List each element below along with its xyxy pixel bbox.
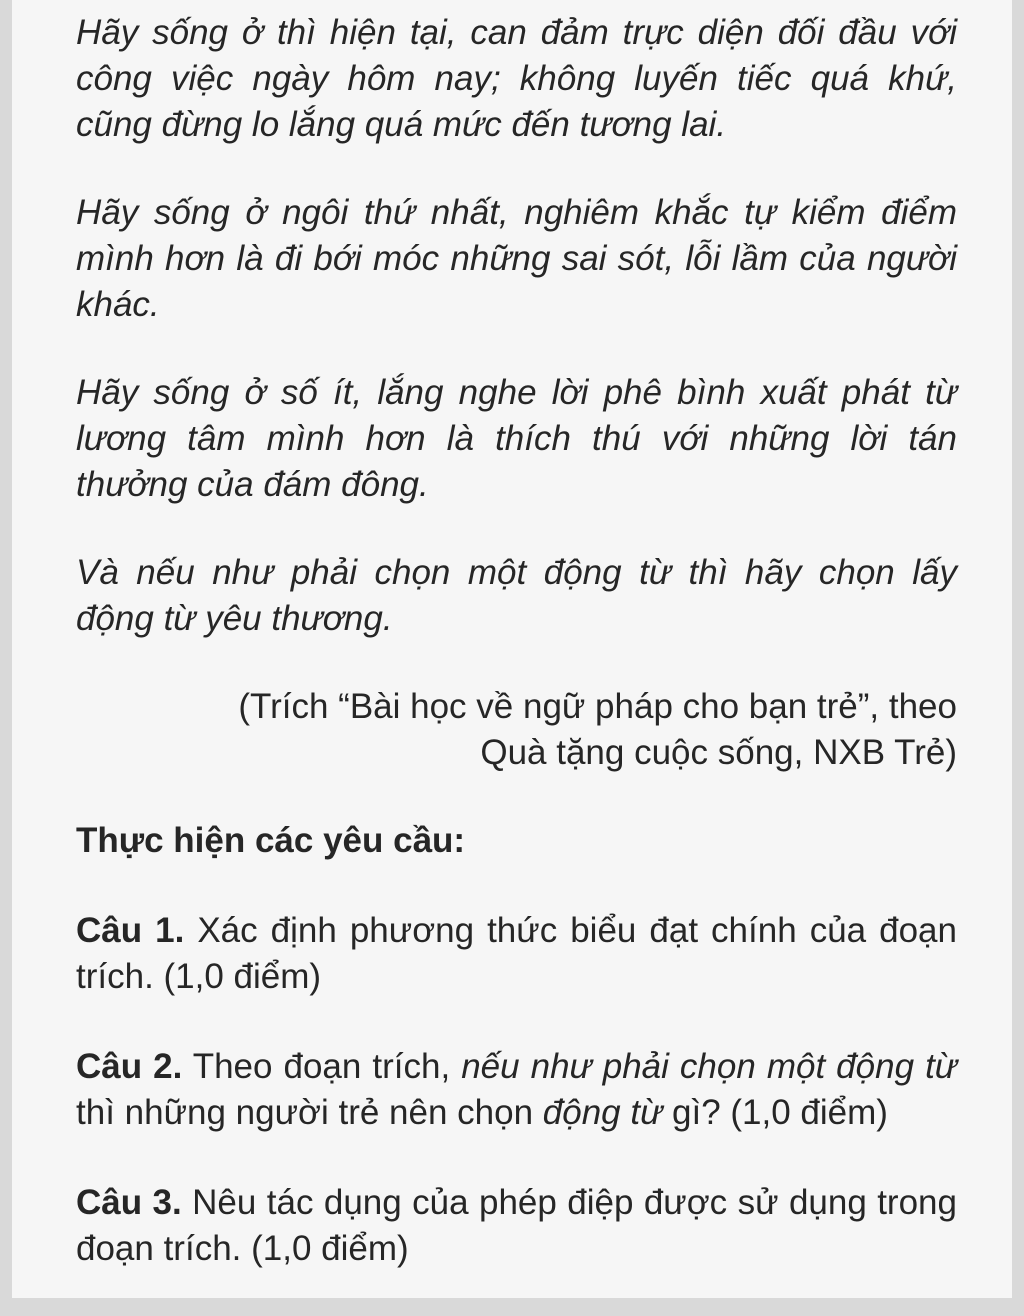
question-2-text-before: Theo đoạn trích, (182, 1047, 462, 1086)
question-1 (76, 908, 957, 1000)
question-2-italic-phrase: nếu như phải chọn một động từ (461, 1047, 957, 1086)
passage-paragraph-2: Hãy sống ở ngôi thứ nhất, nghiêm khắc tự kiểm điểm mình hơn là đi bới móc những sai sót, lỗi lầm của người khác. (76, 193, 957, 324)
passage-paragraph-1: Hãy sống ở thì hiện tại, can đảm trực diện đối đầu với công việc ngày hôm nay; không luyến tiếc quá khứ, cũng đừng lo lắng quá mức đến tương lai. (76, 13, 957, 144)
passage-paragraph-3: Hãy sống ở số ít, lắng nghe lời phê bình xuất phát từ lương tâm mình hơn là thích thú với những lời tán thưởng của đám đông. (76, 373, 957, 504)
question-2-text-after: gì? (1,0 điểm) (662, 1093, 888, 1132)
question-2 (76, 1044, 957, 1136)
document-page (12, 0, 1012, 1298)
question-2-label: Câu 2. (76, 1047, 183, 1086)
document-content (76, 10, 957, 1316)
question-3-text: Nêu tác dụng của phép điệp được sử dụng trong đoạn trích. (1,0 điểm) (76, 1183, 957, 1268)
task-heading: Thực hiện các yêu cầu: (76, 821, 466, 860)
citation-line-2: Quà tặng cuộc sống, NXB Trẻ) (480, 733, 957, 772)
question-3-label: Câu 3. (76, 1183, 182, 1222)
question-3 (76, 1180, 957, 1272)
question-2-italic-phrase-2: động từ (542, 1093, 663, 1132)
question-1-text: Xác định phương thức biểu đạt chính của đoạn trích. (1,0 điểm) (76, 911, 957, 996)
citation-line-1: (Trích “Bài học về ngữ pháp cho bạn trẻ”, theo (238, 687, 957, 726)
question-1-label: Câu 1. (76, 911, 185, 950)
passage-paragraph-4: Và nếu như phải chọn một động từ thì hãy chọn lấy động từ yêu thương. (76, 553, 957, 638)
citation (76, 684, 957, 776)
question-2-text-middle: thì những người trẻ nên chọn (76, 1093, 543, 1132)
